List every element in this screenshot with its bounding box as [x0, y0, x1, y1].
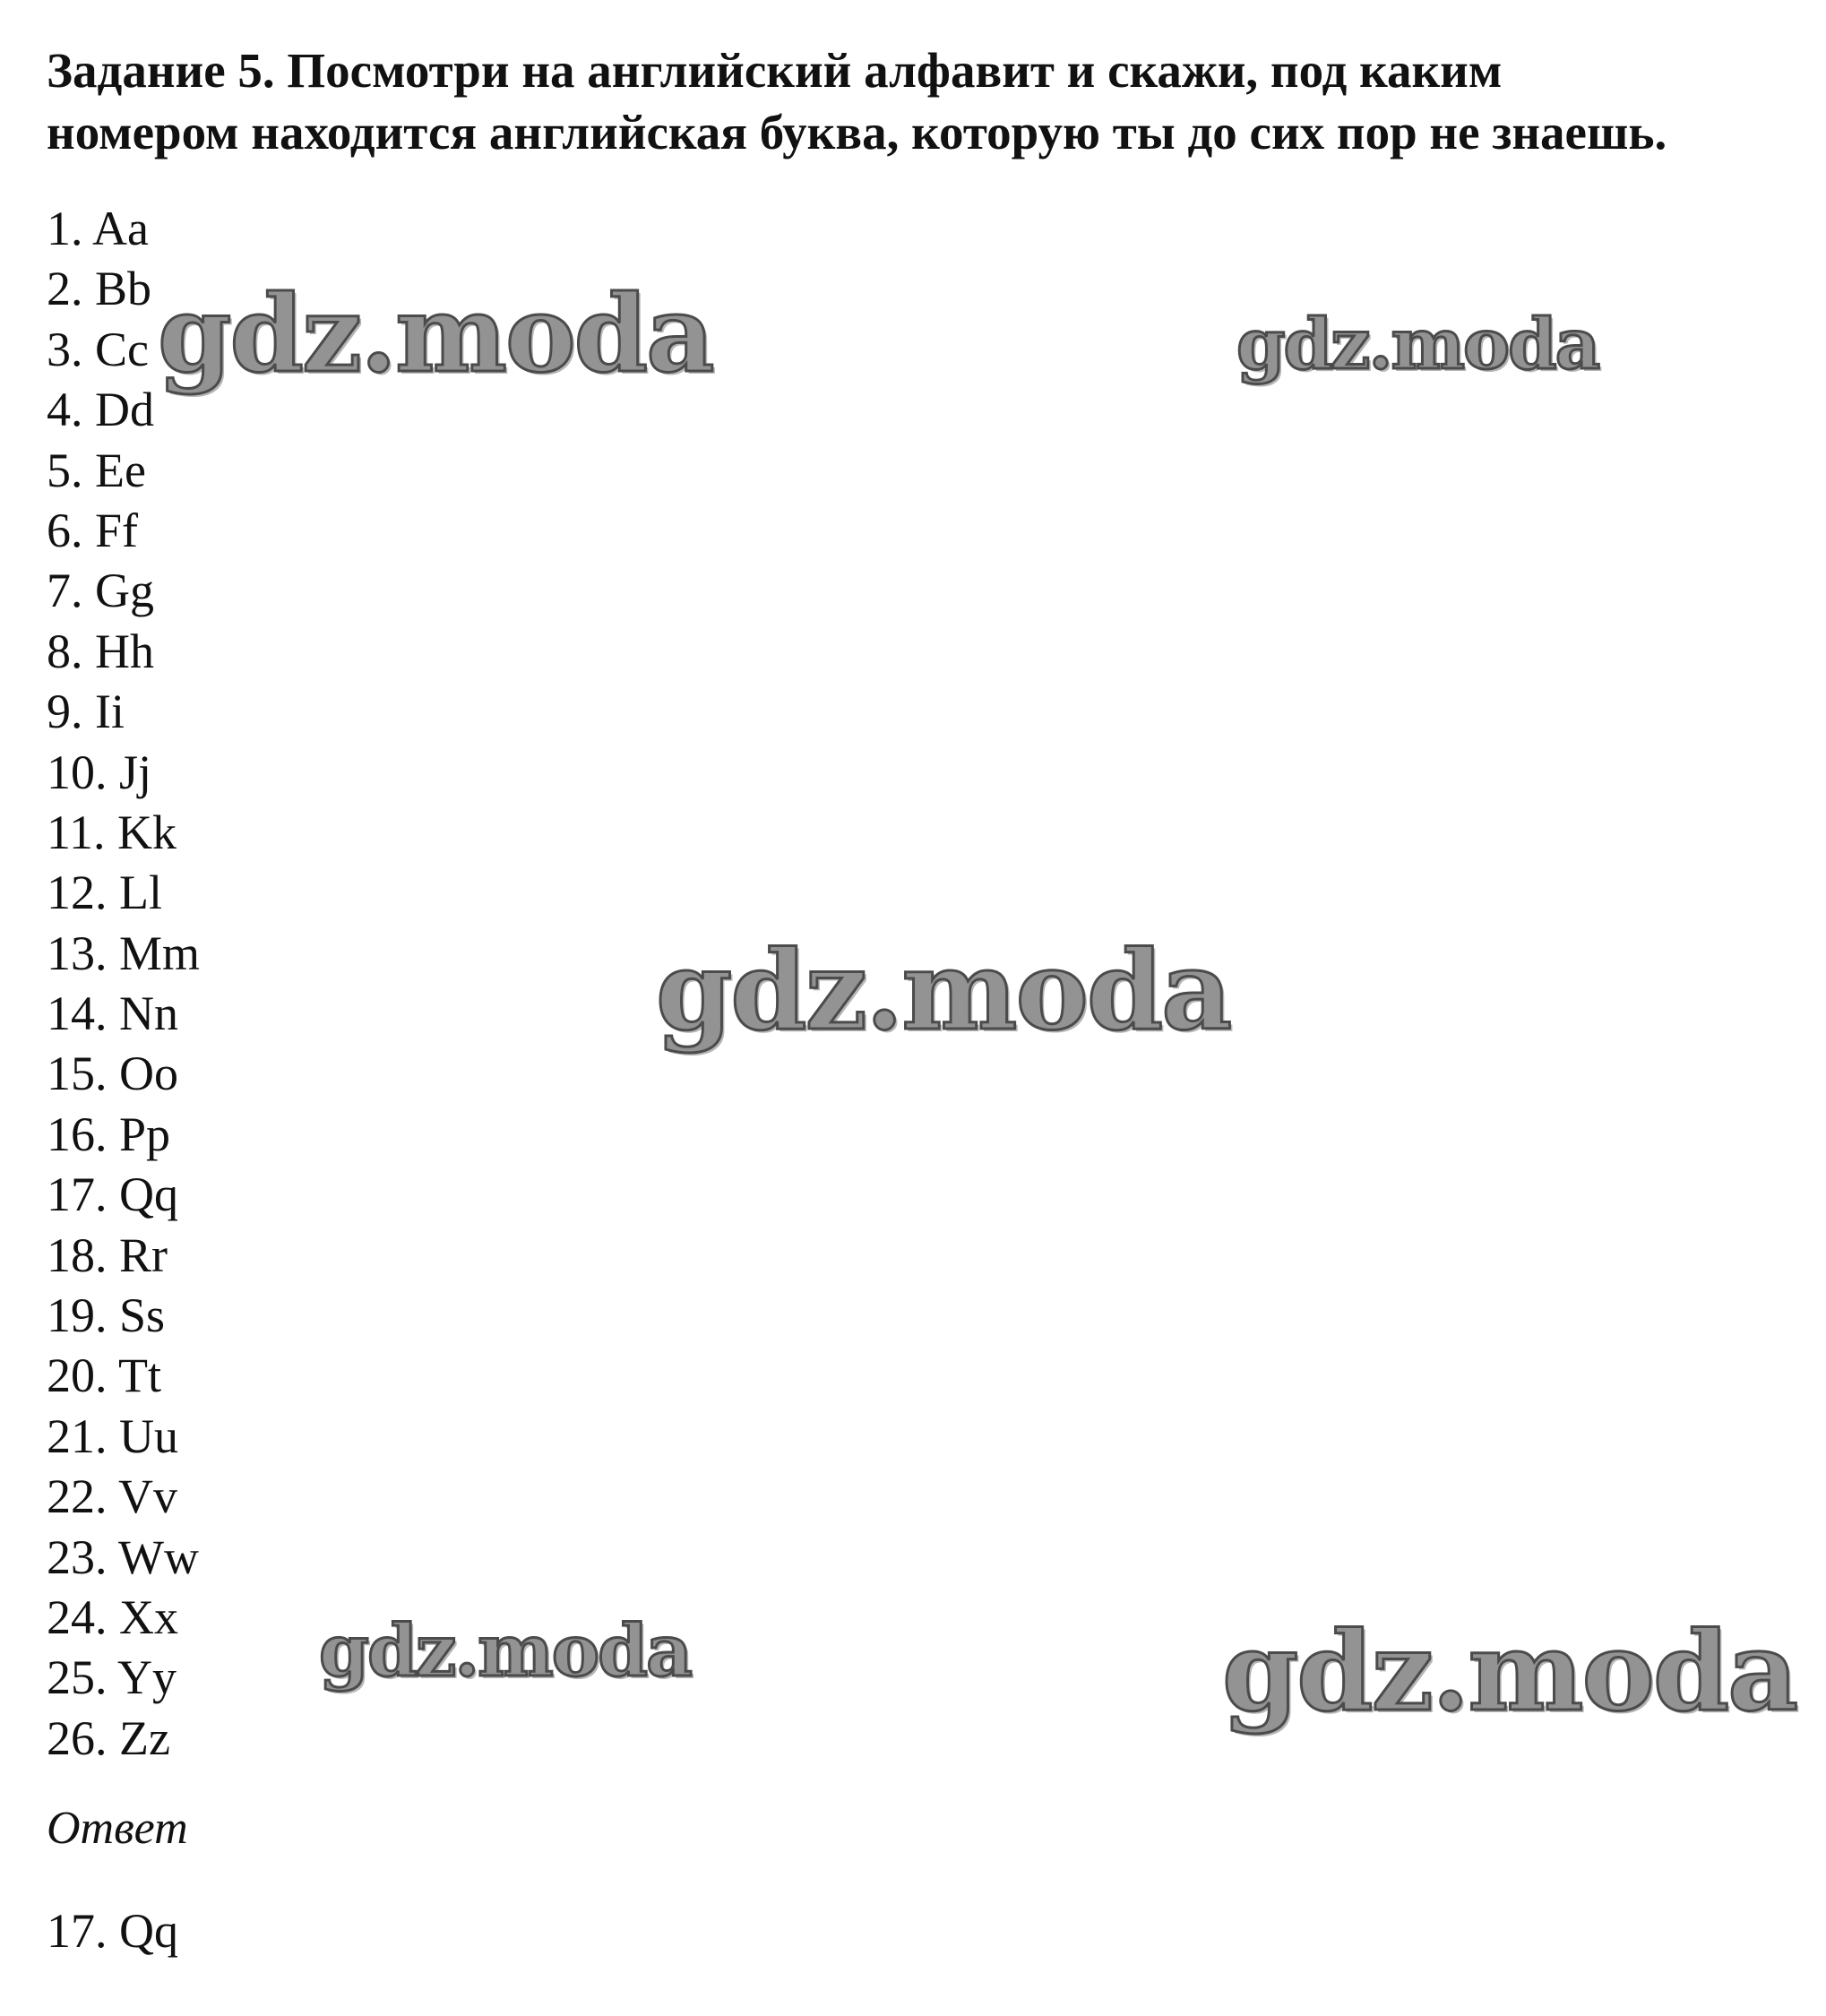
alphabet-item: 2. Bb [47, 262, 152, 316]
alphabet-item: 11. Kk [47, 805, 177, 859]
alphabet-item: 19. Ss [47, 1288, 166, 1343]
alphabet-item: 18. Rr [47, 1228, 168, 1282]
alphabet-item: 23. Ww [47, 1529, 199, 1584]
alphabet-item: 3. Cc [47, 322, 149, 376]
alphabet-item: 13. Mm [47, 926, 201, 980]
alphabet-item: 16. Pp [47, 1107, 171, 1161]
alphabet-item: 14. Nn [47, 986, 178, 1041]
alphabet-item: 7. Gg [47, 564, 154, 618]
watermark: gdz.moda [1222, 1607, 1797, 1736]
alphabet-item: 21. Uu [47, 1409, 178, 1463]
task-heading-line-2: номером находится английская буква, которую ты до сих пор не знаешь. [47, 105, 1667, 159]
watermark: gdz.moda [1236, 304, 1599, 385]
task-heading-line-1: Задание 5. Посмотри на английский алфавит и скажи, под каким [47, 43, 1503, 98]
watermark: gdz.moda [319, 1608, 691, 1693]
alphabet-item: 17. Qq [47, 1167, 178, 1222]
alphabet-item: 6. Ff [47, 503, 139, 557]
alphabet-item: 20. Tt [47, 1348, 162, 1403]
alphabet-item: 15. Oo [47, 1047, 178, 1101]
answer-label: Ответ [47, 1803, 188, 1854]
alphabet-item: 1. Aa [47, 202, 149, 255]
alphabet-item: 26. Zz [47, 1710, 170, 1765]
alphabet-item: 24. Xx [47, 1590, 178, 1644]
alphabet-item: 25. Yy [47, 1650, 177, 1705]
alphabet-list [47, 199, 200, 1769]
alphabet-item: 10. Jj [47, 745, 152, 799]
alphabet-item: 8. Hh [47, 624, 154, 678]
alphabet-item: 4. Dd [47, 383, 154, 437]
alphabet-item: 12. Ll [47, 866, 162, 920]
watermark: gdz.moda [656, 926, 1231, 1055]
alphabet-item: 22. Vv [47, 1469, 178, 1524]
watermark: gdz.moda [158, 271, 713, 396]
alphabet-item: 5. Ee [47, 443, 146, 497]
answer-value: 17. Qq [47, 1904, 178, 1958]
alphabet-item: 9. Ii [47, 685, 125, 739]
task-heading [47, 39, 1803, 163]
